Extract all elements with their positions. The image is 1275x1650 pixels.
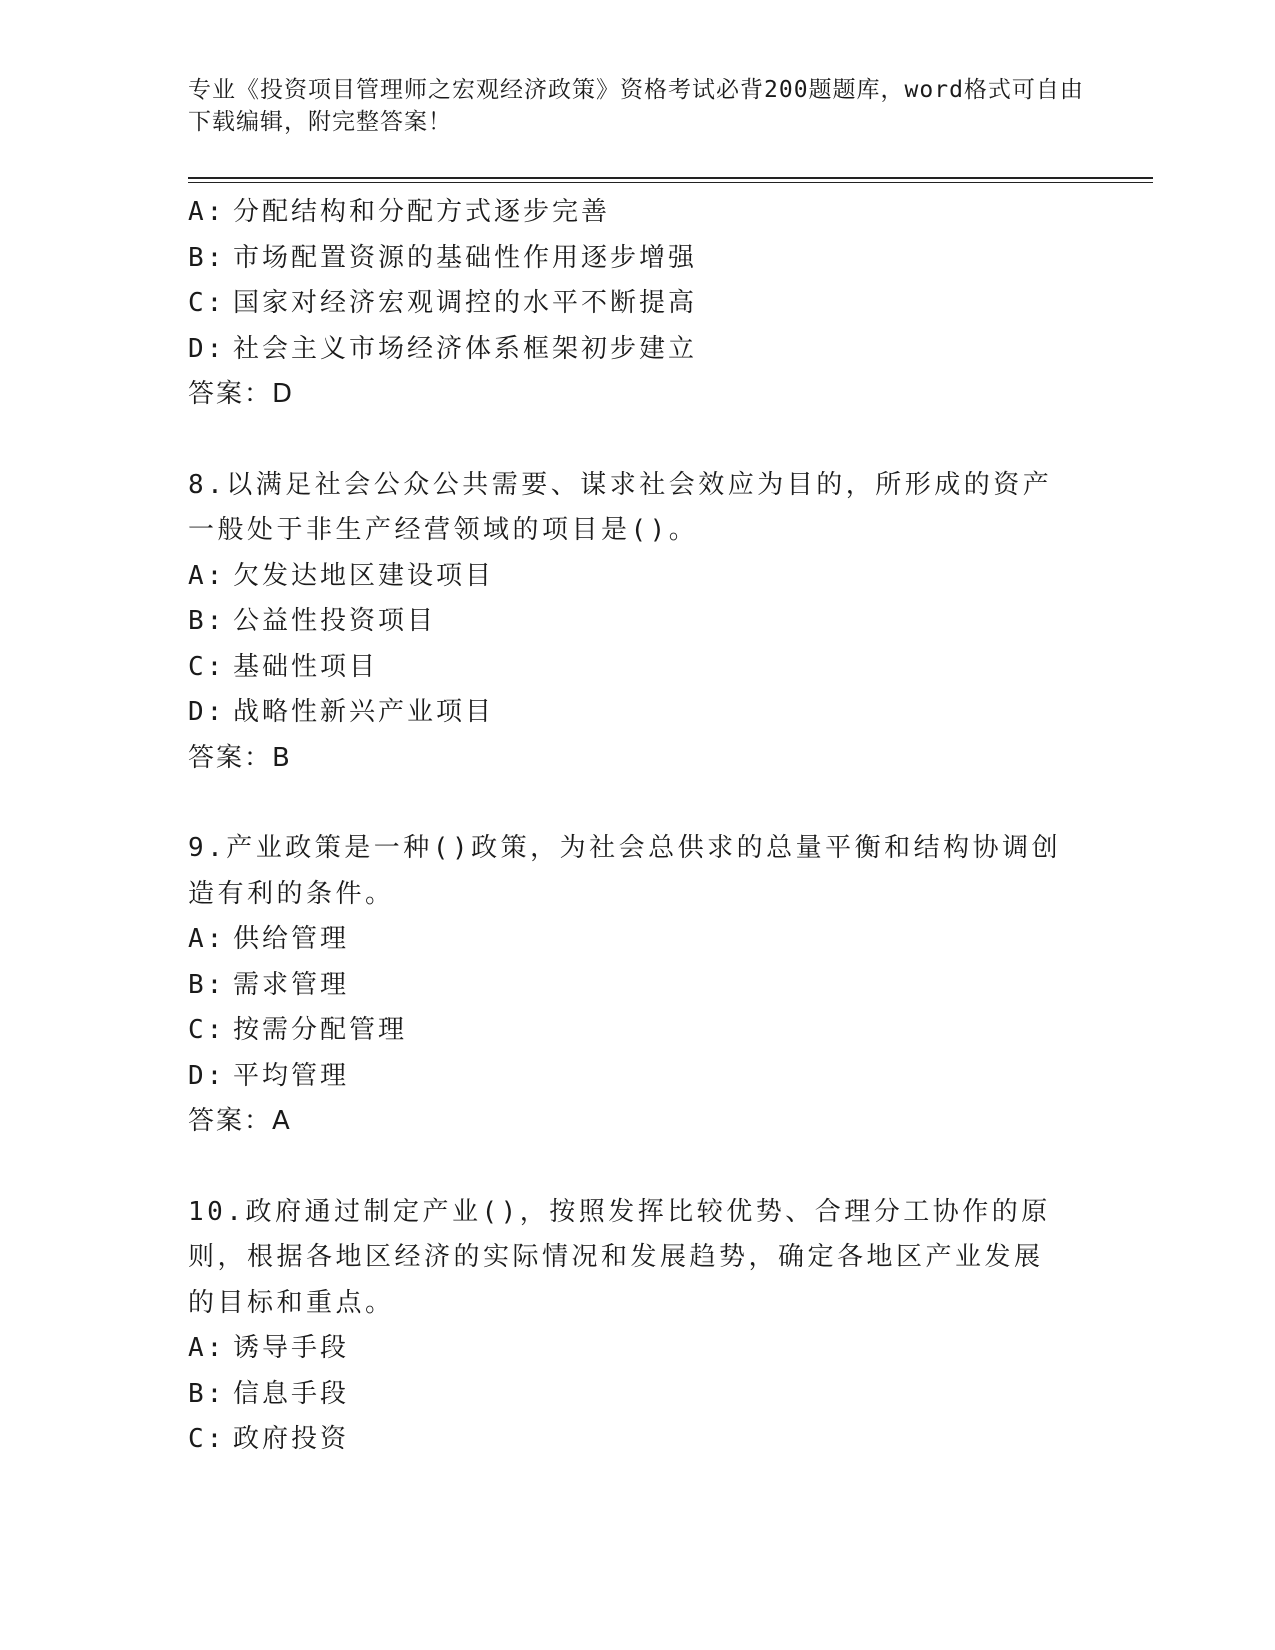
question-stem: 9.产业政策是一种()政策，为社会总供求的总量平衡和结构协调创造有利的条件。 bbox=[188, 833, 1062, 909]
option-c: C: 按需分配管理 bbox=[188, 1015, 408, 1045]
option-c: C: 国家对经济宏观调控的水平不断提高 bbox=[188, 288, 698, 318]
option-a: A: 欠发达地区建设项目 bbox=[188, 560, 495, 591]
question-block-7 bbox=[188, 190, 1068, 418]
option-a: A: 分配结构和分配方式逐步完善 bbox=[188, 197, 611, 227]
header-divider bbox=[188, 177, 1153, 179]
option-d: D: 战略性新兴产业项目 bbox=[188, 697, 495, 727]
answer-line: 答案：B bbox=[188, 742, 292, 773]
question-block-10 bbox=[188, 1190, 1068, 1463]
answer-line: 答案：D bbox=[188, 379, 295, 409]
question-block-9 bbox=[188, 826, 1068, 1145]
option-b: B: 需求管理 bbox=[188, 969, 350, 1000]
option-b: B: 市场配置资源的基础性作用逐步增强 bbox=[188, 242, 698, 273]
option-c: C: 政府投资 bbox=[188, 1424, 350, 1454]
question-stem: 10.政府通过制定产业()，按照发挥比较优势、合理分工协作的原则，根据各地区经济的实际情况和发展趋势，确定各地区产业发展的目标和重点。 bbox=[188, 1196, 1051, 1318]
question-stem: 8.以满足社会公众公共需要、谋求社会效应为目的，所形成的资产一般处于非生产经营领域的项目是()。 bbox=[188, 469, 1053, 545]
header-divider-thin bbox=[188, 182, 1153, 183]
option-a: A: 供给管理 bbox=[188, 924, 350, 954]
option-c: C: 基础性项目 bbox=[188, 651, 379, 682]
option-b: B: 信息手段 bbox=[188, 1378, 350, 1409]
question-list bbox=[188, 190, 1068, 1463]
option-d: D: 平均管理 bbox=[188, 1060, 350, 1091]
question-block-8 bbox=[188, 463, 1068, 782]
option-d: D: 社会主义市场经济体系框架初步建立 bbox=[188, 333, 698, 364]
answer-line: 答案：A bbox=[188, 1106, 292, 1136]
option-a: A: 诱导手段 bbox=[188, 1333, 350, 1363]
option-b: B: 公益性投资项目 bbox=[188, 606, 437, 636]
document-header: 专业《投资项目管理师之宏观经济政策》资格考试必背200题题库，word格式可自由下载编辑，附完整答案！ bbox=[188, 77, 1084, 135]
